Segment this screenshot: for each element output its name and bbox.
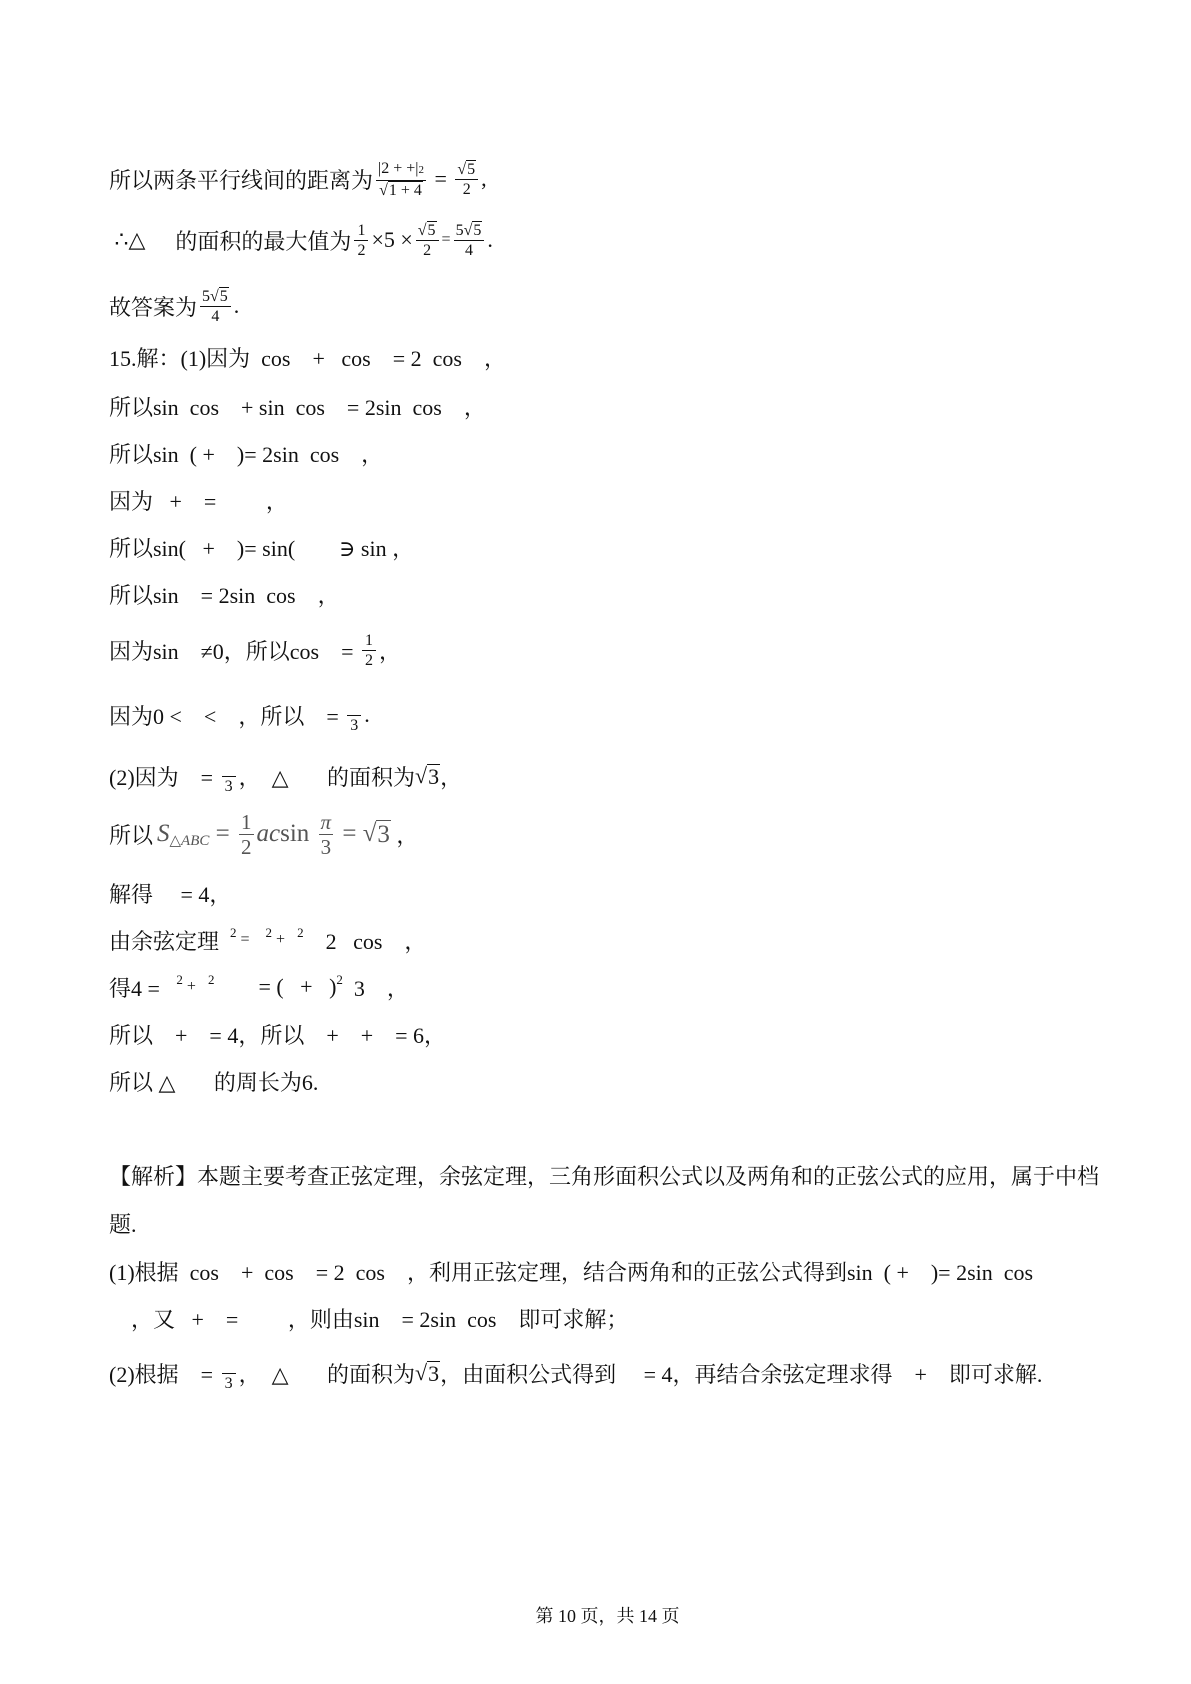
radical-sign: √	[210, 287, 219, 305]
text-segment: .	[364, 702, 370, 727]
abs-expression: |2 + +|	[378, 159, 419, 177]
fraction-numerator: 1	[354, 221, 368, 241]
superscript: 2	[230, 925, 237, 940]
radical-sign: √	[414, 1360, 428, 1385]
fraction-denominator: 3	[350, 716, 359, 734]
square-root	[464, 221, 483, 240]
fraction-denominator: 3	[224, 777, 233, 795]
text-segment: ，	[440, 764, 463, 790]
square-root	[210, 287, 229, 306]
radical-sign: √	[414, 763, 428, 788]
text-segment: 所以sin cos + sin cos = 2sin cos ，	[109, 394, 486, 420]
radicand: 3	[428, 1360, 440, 1386]
line-analysis	[109, 1288, 628, 1348]
fraction-denominator: 4	[211, 307, 220, 325]
coefficient: 5	[202, 287, 211, 305]
fraction-numerator	[376, 159, 426, 181]
text-segment: ， △ 的面积为	[238, 764, 415, 790]
text-segment: 的面积的最大值为	[175, 228, 352, 254]
fraction	[239, 810, 254, 859]
superscript: 2	[207, 972, 215, 987]
text-segment: = ( +	[214, 974, 330, 999]
line-solution-step	[109, 564, 340, 624]
fraction-numerator	[222, 757, 236, 777]
text-segment: ，	[390, 822, 419, 848]
superscript: 2	[336, 972, 343, 987]
text-segment: 所以sin( + )= sin( ∋ sin ，	[109, 535, 415, 561]
fraction-denominator: 3	[224, 1374, 233, 1392]
equals-sign: =	[336, 820, 363, 847]
area-symbol: S	[157, 820, 170, 847]
text-segment: ， △ 的面积为	[238, 1361, 415, 1387]
equals-sign: =	[209, 820, 236, 847]
text-segment: =	[236, 931, 266, 948]
line-solution-step	[109, 620, 401, 680]
text-segment: 【解析】本题主要考查正弦定理，余弦定理，三角形面积公式以及两角和的正弦公式的应用，属于中档	[109, 1163, 1100, 1189]
fraction-numerator: 1	[241, 809, 252, 834]
radical-sign: √	[463, 221, 473, 239]
text-segment: +	[182, 978, 208, 995]
line-analysis	[109, 1145, 1099, 1205]
fraction	[347, 696, 361, 735]
fraction	[376, 159, 426, 200]
text-segment: 因为 + = ，	[109, 488, 288, 514]
fraction	[454, 221, 485, 260]
fraction-denominator: 2	[364, 651, 373, 669]
superscript: 2	[176, 972, 183, 987]
square-root	[379, 181, 423, 200]
fraction	[319, 810, 334, 859]
text-segment: 解得 = 4，	[109, 881, 232, 907]
line-perimeter	[109, 1051, 318, 1111]
radical-sign: √	[417, 221, 427, 239]
text-segment: ，	[378, 638, 401, 664]
subscript: △ABC	[169, 832, 210, 849]
text-segment: 所以sin ( + )= 2sin cos ，	[109, 441, 384, 467]
line-area-formula	[109, 804, 418, 864]
text-segment: 3 ，	[342, 975, 409, 1001]
line-part-2	[109, 746, 462, 806]
closing-paren: )	[329, 974, 337, 999]
text-segment: .	[487, 227, 493, 252]
fraction-denominator: 3	[320, 834, 332, 859]
subscript: 2	[418, 163, 424, 176]
fraction-numerator	[416, 221, 439, 241]
text-segment: ，又 + = ，则由sin = 2sin cos 即可求解；	[109, 1306, 629, 1332]
text-segment: 因为0 < < ，所以 =	[109, 703, 345, 729]
square-root	[457, 160, 476, 179]
text-segment: 题.	[109, 1211, 137, 1237]
text-segment: 所以 △ 的周长为6.	[109, 1069, 319, 1095]
text-segment: ,	[481, 166, 487, 191]
coefficient: 5	[455, 221, 464, 239]
text-segment: .	[233, 293, 240, 318]
fraction-denominator: 4	[464, 241, 473, 259]
page-number-footer: 第 10 页，共 14 页	[535, 1606, 680, 1626]
area-formula	[157, 810, 391, 859]
fraction-numerator	[454, 221, 485, 241]
fraction-numerator	[200, 287, 231, 307]
fraction-denominator: 2	[357, 241, 366, 259]
text-segment: 所以	[109, 822, 154, 848]
fraction-numerator: 1	[362, 631, 376, 651]
radicand: 5	[473, 221, 482, 239]
fraction	[455, 160, 478, 199]
line-solution-step	[109, 685, 370, 745]
fraction-denominator: 2	[241, 834, 252, 859]
radicand: 3	[377, 820, 390, 848]
equals-sign: =	[428, 166, 453, 191]
fraction-numerator: π	[320, 809, 332, 834]
radicand: 5	[427, 221, 436, 239]
text-segment: 所以 + = 4，所以 + + = 6，	[109, 1022, 447, 1048]
fraction	[354, 221, 368, 260]
text-segment: +	[272, 931, 298, 948]
text-segment: 所以两条平行线间的距离为	[109, 167, 374, 193]
text-segment: (2)根据 =	[109, 1361, 219, 1387]
text-segment: (2)因为 =	[109, 764, 219, 790]
fraction-denominator: 2	[462, 180, 471, 198]
line-parallel-distance	[109, 149, 487, 209]
radical-sign: √	[457, 160, 467, 178]
text-segment: ×5 ×	[371, 227, 413, 252]
text-segment: (1)根据 cos + cos = 2 cos ，利用正弦定理，结合两角和的正弦公式得到sin ( + )= 2sin cos	[109, 1259, 1034, 1285]
fraction-denominator: 2	[423, 241, 432, 259]
square-root	[415, 1360, 440, 1386]
radicand: 3	[428, 763, 440, 789]
text-segment: 因为sin ≠0，所以cos =	[109, 638, 359, 664]
superscript: 2	[265, 925, 273, 940]
square-root	[415, 763, 440, 789]
fraction	[222, 757, 236, 796]
text-segment: 得4 =	[109, 975, 177, 1001]
fraction-denominator	[377, 181, 425, 200]
fraction-numerator	[347, 696, 361, 716]
fraction	[222, 1354, 236, 1393]
line-max-area	[109, 210, 493, 270]
fraction-numerator	[222, 1354, 236, 1374]
sin-function: sin	[280, 820, 316, 847]
radicand: 1 + 4	[388, 181, 422, 199]
square-root	[418, 221, 437, 240]
fraction	[416, 221, 439, 260]
fraction	[362, 631, 376, 670]
radical-sign: √	[362, 820, 377, 848]
radicand: 5	[467, 160, 476, 178]
superscript: 2	[297, 925, 304, 940]
radicand: 5	[219, 287, 228, 305]
text-segment: ，由面积公式得到 = 4，再结合余弦定理求得 + 即可求解.	[440, 1361, 1043, 1387]
text-segment: ∴△	[109, 227, 146, 252]
radical-sign: √	[379, 181, 388, 199]
line-analysis	[109, 1343, 1042, 1403]
equals-sign: =	[441, 231, 451, 248]
text-segment: 2 cos ，	[303, 928, 427, 954]
fraction-numerator	[455, 160, 478, 180]
text-segment: 由余弦定理	[109, 928, 231, 954]
fraction	[200, 287, 231, 326]
variables: ac	[256, 820, 281, 847]
text-segment: 所以sin = 2sin cos ，	[109, 582, 340, 608]
text-segment: 15.解：(1)因为 cos + cos = 2 cos ，	[109, 345, 506, 371]
square-root	[363, 820, 391, 849]
text-segment: 故答案为	[109, 294, 198, 320]
